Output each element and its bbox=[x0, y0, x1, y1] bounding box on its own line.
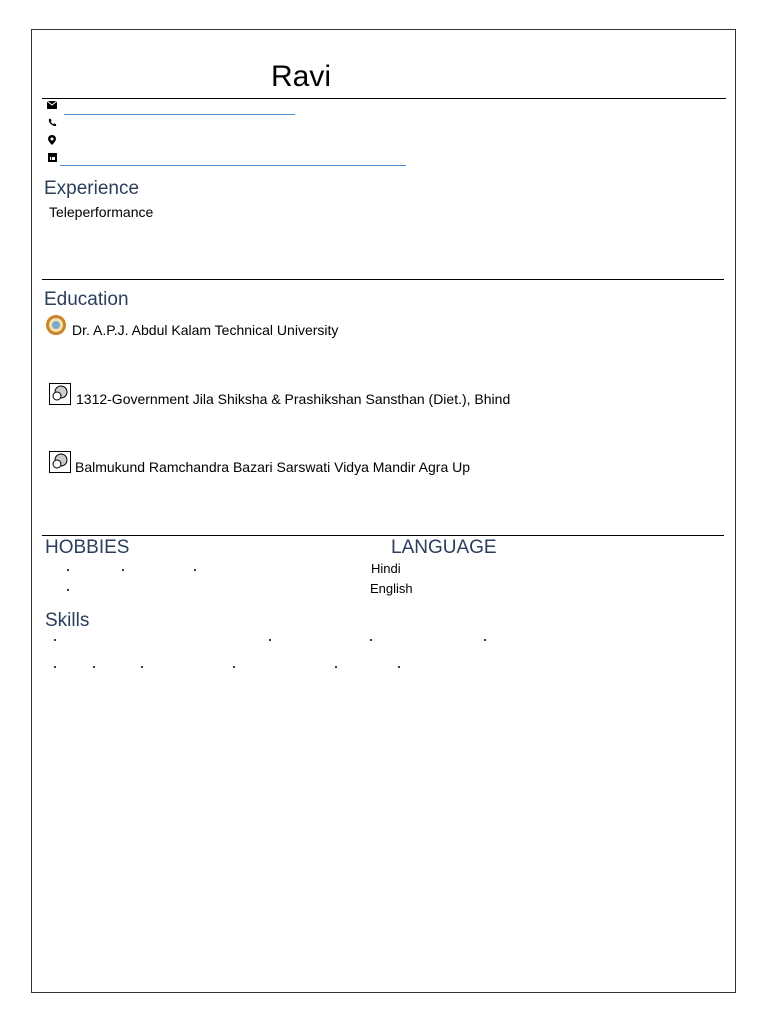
education-divider bbox=[42, 535, 724, 536]
skill-bullet bbox=[233, 666, 235, 668]
skill-bullet bbox=[398, 666, 400, 668]
language-item-hindi: Hindi bbox=[371, 561, 401, 576]
hobby-bullet bbox=[67, 569, 69, 571]
experience-heading: Experience bbox=[44, 178, 140, 199]
experience-divider bbox=[42, 279, 724, 280]
hobby-bullet bbox=[67, 589, 69, 591]
phone-icon bbox=[47, 118, 57, 128]
language-item-english: English bbox=[370, 581, 413, 596]
candidate-name: Ravi bbox=[271, 60, 332, 93]
skill-bullet bbox=[93, 666, 95, 668]
education-item-1: Dr. A.P.J. Abdul Kalam Technical University bbox=[72, 322, 339, 338]
resume-page bbox=[31, 29, 736, 993]
hobbies-heading: HOBBIES bbox=[45, 537, 130, 558]
skill-bullet bbox=[269, 639, 271, 641]
skill-bullet bbox=[484, 639, 486, 641]
skill-bullet bbox=[141, 666, 143, 668]
skills-heading: Skills bbox=[45, 610, 90, 631]
skill-bullet bbox=[335, 666, 337, 668]
hobby-bullet bbox=[194, 569, 196, 571]
email-link[interactable] bbox=[64, 114, 295, 115]
education-heading: Education bbox=[44, 289, 129, 310]
institute-placeholder-icon bbox=[49, 383, 69, 403]
experience-item: Teleperformance bbox=[49, 204, 154, 220]
education-item-2: 1312-Government Jila Shiksha & Prashikshan Sansthan (Diet.), Bhind bbox=[76, 391, 511, 407]
skill-bullet bbox=[54, 639, 56, 641]
linkedin-link[interactable] bbox=[60, 165, 406, 166]
university-seal-icon bbox=[45, 314, 65, 334]
envelope-icon bbox=[47, 101, 57, 111]
education-item-3: Balmukund Ramchandra Bazari Sarswati Vidya Mandir Agra Up bbox=[75, 459, 471, 475]
hobby-bullet bbox=[122, 569, 124, 571]
language-heading: LANGUAGE bbox=[391, 537, 497, 558]
location-pin-icon bbox=[47, 135, 57, 145]
school-placeholder-icon bbox=[49, 451, 69, 471]
header-divider bbox=[42, 98, 726, 99]
skill-bullet bbox=[370, 639, 372, 641]
skill-bullet bbox=[54, 666, 56, 668]
linkedin-icon bbox=[47, 153, 57, 163]
